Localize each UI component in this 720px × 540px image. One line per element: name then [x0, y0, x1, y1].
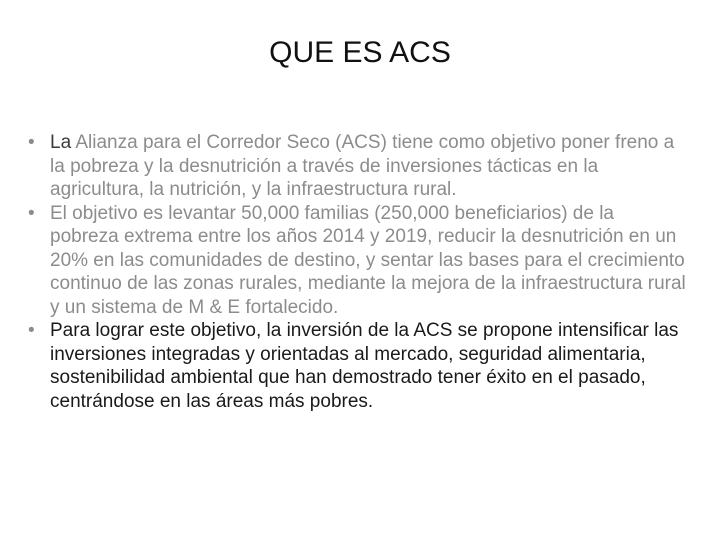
bullet-icon: •	[28, 202, 35, 224]
bullet-1-text: Alianza para el Corredor Seco (ACS) tiene como objetivo poner freno a la pobreza y la desnutrición a través de inversiones tácticas en la agricultura, la nutrición, y la infraestructura rural.	[50, 132, 675, 200]
bullet-item-1	[26, 131, 686, 202]
bullet-3-text: Para lograr este objetivo, la inversión de la ACS se propone intensificar las inversiones integradas y orientadas al mercado, seguridad alimentaria, sostenibilidad ambiental que han demostrado tener éxito en el pasado, centrándose en las áreas más pobres.	[50, 320, 679, 412]
bullet-list	[26, 131, 686, 413]
bullet-icon: •	[28, 320, 35, 341]
bullet-1-lead: La	[50, 132, 72, 153]
bullet-item-2	[26, 202, 686, 320]
bullet-item-3	[26, 319, 686, 413]
bullet-icon: •	[28, 132, 35, 153]
bullet-2-text: El objetivo es levantar 50,000 familias (250,000 beneficiarios) de la pobreza extrema entre los años 2014 y 2019, reducir la desnutrición en un 20% en las comunidades de destino, y sentar las bases para el crecimiento continuo de las zonas rurales, mediante la mejora de la infraestructura rural y un sistema de M & E fortalecido.	[50, 202, 686, 318]
slide-title: QUE ES ACS	[269, 36, 451, 69]
